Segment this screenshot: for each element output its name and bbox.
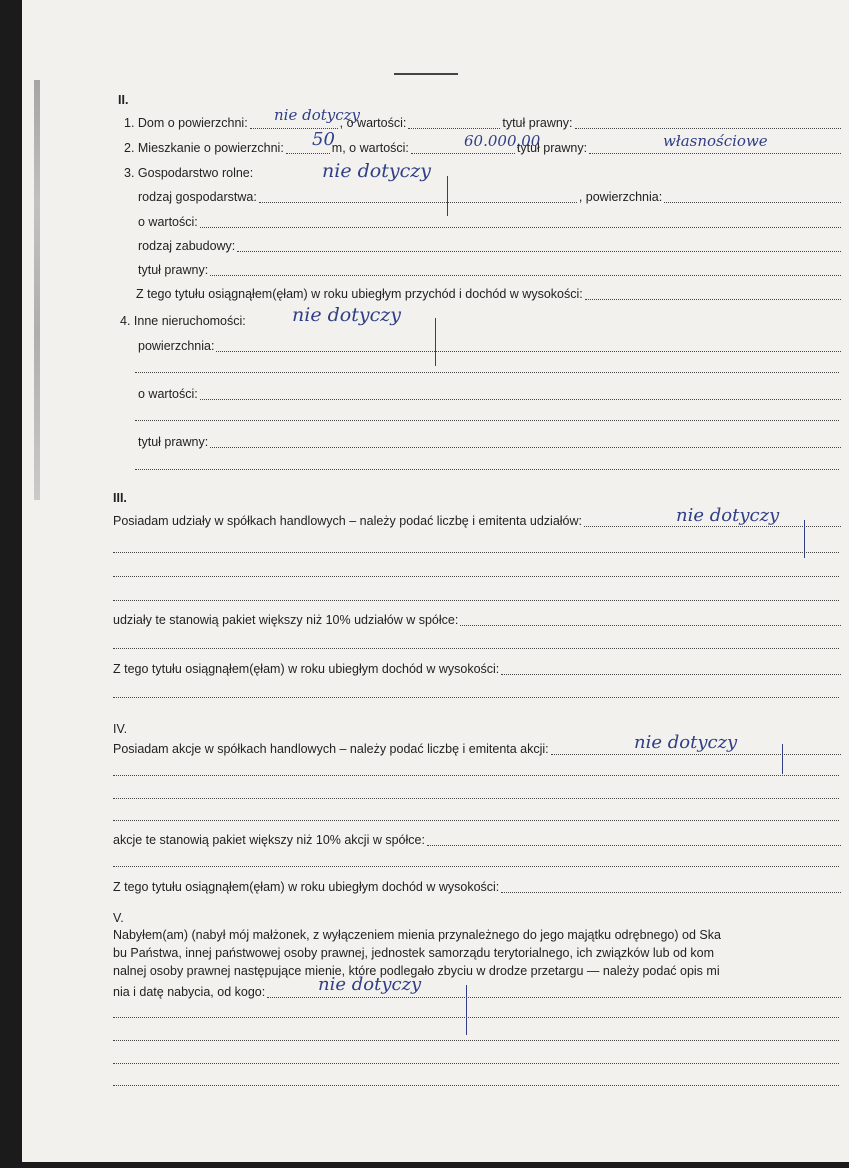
gosp-dochod-field[interactable]	[585, 288, 841, 300]
inne-tytul-row	[138, 434, 843, 450]
rodzaj-zabudowy-label: rodzaj zabudowy:	[138, 239, 236, 253]
akcje-blank-line-1[interactable]	[113, 775, 839, 776]
inne-blank-line-1[interactable]	[135, 372, 839, 373]
inne-blank-line-3[interactable]	[135, 469, 839, 470]
inne-powierzchnia-row	[138, 338, 843, 354]
section-ii-heading: II.	[118, 93, 129, 107]
udzialy-dochod-row	[113, 661, 843, 677]
inne-tytul-label: tytuł prawny:	[138, 435, 209, 449]
mieszkanie-value-label: , o wartości:	[342, 141, 409, 155]
gosp-wartosc-field[interactable]	[200, 216, 841, 228]
inne-row	[120, 313, 246, 329]
mieszkanie-label: 2. Mieszkanie o powierzchni:	[124, 141, 284, 155]
akcje-handwritten: nie dotyczy	[634, 732, 738, 753]
gospodarstwo-handwritten: nie dotyczy	[322, 160, 431, 182]
akcje-blank-line-4[interactable]	[113, 866, 839, 867]
mienie-handwritten-stroke	[466, 985, 467, 1035]
inne-wartosc-label: o wartości:	[138, 387, 198, 401]
section-iv-heading: IV.	[113, 722, 128, 736]
rodzaj-gospodarstwa-row	[138, 189, 843, 205]
akcje-label: Posiadam akcje w spółkach handlowych – należy podać liczbę i emitenta akcji:	[113, 742, 549, 756]
rodzaj-zabudowy-row	[138, 238, 843, 254]
mienie-handwritten: nie dotyczy	[318, 974, 422, 995]
akcje-pakiet-field[interactable]	[427, 834, 841, 846]
rodzaj-zabudowy-field[interactable]	[237, 240, 841, 252]
section-iii-heading: III.	[113, 491, 127, 505]
dom-title-field[interactable]	[575, 117, 841, 129]
dom-title-label: tytuł prawny:	[502, 116, 573, 130]
powierzchnia-label: , powierzchnia:	[578, 190, 663, 204]
udzialy-blank-line-2[interactable]	[113, 576, 839, 577]
udzialy-blank-line-4[interactable]	[113, 648, 839, 649]
mienie-blank-line-1[interactable]	[113, 1017, 839, 1018]
udzialy-handwritten: nie dotyczy	[676, 505, 780, 526]
udzialy-dochod-label: Z tego tytułu osiągnąłem(ęłam) w roku ubiegłym dochód w wysokości:	[113, 662, 500, 676]
inne-wartosc-row	[138, 386, 843, 402]
udzialy-dochod-field[interactable]	[501, 663, 841, 675]
top-mark	[394, 73, 458, 75]
gosp-wartosc-label: o wartości:	[138, 215, 198, 229]
dom-value-label: , o wartości:	[339, 116, 407, 130]
gosp-dochod-label: Z tego tytułu osiągnąłem(ęłam) w roku ubiegłym przychód i dochód w wysokości:	[136, 287, 583, 301]
inne-label: 4. Inne nieruchomości:	[120, 314, 246, 328]
section-v-heading: V.	[113, 911, 124, 925]
gospodarstwo-row	[124, 165, 253, 181]
inne-blank-line-2[interactable]	[135, 420, 839, 421]
udzialy-pakiet-field[interactable]	[460, 614, 841, 626]
gosp-dochod-row	[136, 286, 843, 302]
mieszkanie-unit: m	[331, 141, 343, 155]
mieszkanie-title-handwritten: własnościowe	[663, 132, 768, 150]
mieszkanie-value-handwritten: 60.000,00	[464, 132, 541, 150]
gosp-tytul-field[interactable]	[210, 264, 841, 276]
mienie-text-line-2: bu Państwa, innej państwowej osoby prawnej, jednostek samorządu terytorialnego, ich związków lub od kom	[113, 946, 715, 960]
udzialy-blank-line-5[interactable]	[113, 697, 839, 698]
akcje-dochod-row	[113, 879, 843, 895]
akcje-pakiet-label: akcje te stanowią pakiet większy niż 10% akcji w spółce:	[113, 833, 425, 847]
mieszkanie-area-handwritten: 50	[312, 129, 335, 150]
gospodarstwo-label: 3. Gospodarstwo rolne:	[124, 166, 254, 180]
mienie-text-line-1: Nabyłem(am) (nabył mój małżonek, z wyłączeniem mienia przynależnego do jego majątku odrębnego) od Ska	[113, 928, 721, 942]
mienie-blank-line-3[interactable]	[113, 1063, 839, 1064]
akcje-dochod-field[interactable]	[501, 881, 841, 893]
inne-handwritten: nie dotyczy	[292, 304, 401, 326]
mienie-text-line-3: nalnej osoby prawnej następujące mienie, które podlegało zbyciu w drodze przetargu — należy podać opis mi	[113, 964, 720, 978]
scan-edge-shadow	[34, 80, 40, 500]
akcje-blank-line-2[interactable]	[113, 798, 839, 799]
powierzchnia-field[interactable]	[664, 191, 841, 203]
rodzaj-gospodarstwa-label: rodzaj gospodarstwa:	[138, 190, 257, 204]
mienie-blank-line-4[interactable]	[113, 1085, 839, 1086]
mienie-label: nia i datę nabycia, od kogo:	[113, 985, 266, 999]
akcje-handwritten-stroke	[782, 744, 783, 774]
mieszkanie-title-label: tytuł prawny:	[516, 141, 588, 155]
gosp-tytul-row	[138, 262, 843, 278]
dom-label: 1. Dom o powierzchni:	[124, 116, 248, 130]
dom-row	[124, 115, 843, 131]
akcje-blank-line-3[interactable]	[113, 820, 839, 821]
mienie-blank-line-2[interactable]	[113, 1040, 839, 1041]
mienie-row	[113, 984, 843, 1000]
scanned-form-page	[22, 0, 849, 1162]
inne-powierzchnia-field[interactable]	[216, 340, 841, 352]
udzialy-pakiet-label: udziały te stanowią pakiet większy niż 10% udziałów w spółce:	[113, 613, 459, 627]
inne-powierzchnia-label: powierzchnia:	[138, 339, 215, 353]
rodzaj-gospodarstwa-field[interactable]	[259, 191, 577, 203]
dom-handwritten: nie dotyczy	[274, 106, 361, 124]
akcje-pakiet-row	[113, 832, 843, 848]
udzialy-label: Posiadam udziały w spółkach handlowych – należy podać liczbę i emitenta udziałów:	[113, 514, 583, 528]
akcje-dochod-label: Z tego tytułu osiągnąłem(ęłam) w roku ubiegłym dochód w wysokości:	[113, 880, 500, 894]
gosp-wartosc-row	[138, 214, 843, 230]
udzialy-blank-line-3[interactable]	[113, 600, 839, 601]
inne-wartosc-field[interactable]	[200, 388, 841, 400]
gosp-tytul-label: tytuł prawny:	[138, 263, 209, 277]
inne-tytul-field[interactable]	[210, 436, 841, 448]
udzialy-blank-line-1[interactable]	[113, 552, 839, 553]
udzialy-pakiet-row	[113, 612, 843, 628]
dom-value-field[interactable]	[408, 117, 500, 129]
